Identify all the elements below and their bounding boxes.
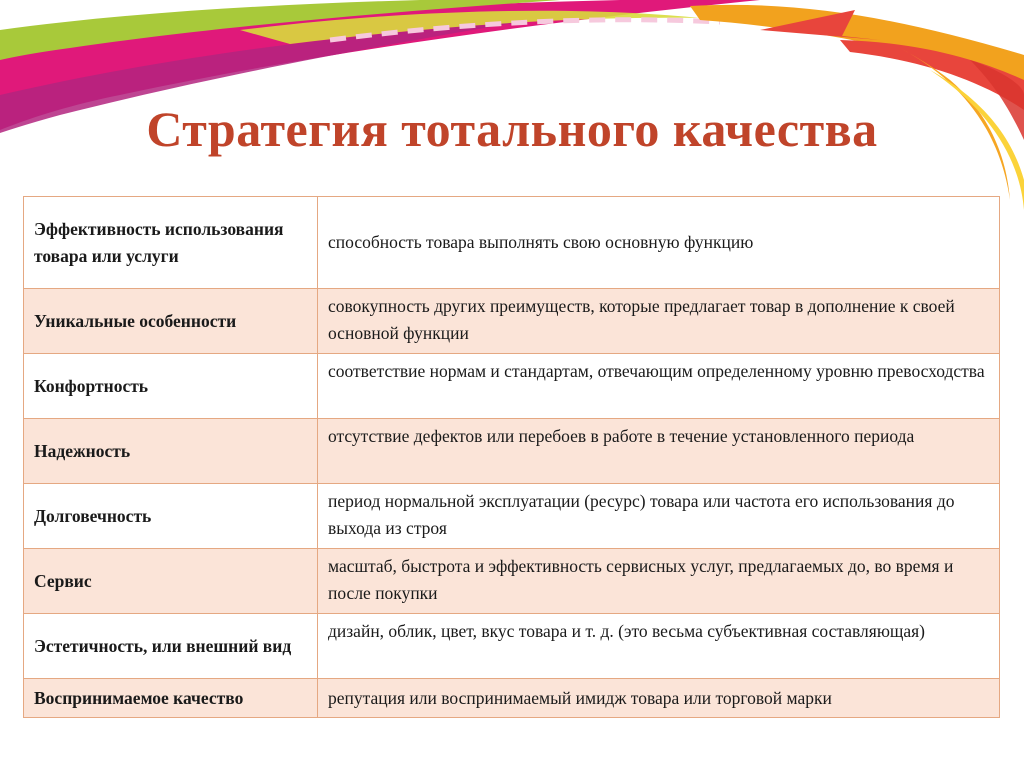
row-description: масштаб, быстрота и эффективность сервисных услуг, предлагаемых до, во время и после покупки <box>318 549 1000 614</box>
row-description: отсутствие дефектов или перебоев в работе в течение установленного периода <box>318 419 1000 484</box>
row-description: дизайн, облик, цвет, вкус товара и т. д. (это весьма субъективная составляющая) <box>318 614 1000 679</box>
row-label: Конфортность <box>24 354 318 419</box>
row-description: способность товара выполнять свою основную функцию <box>318 197 1000 289</box>
row-description: совокупность других преимуществ, которые предлагает товар в дополнение к своей основной функции <box>318 289 1000 354</box>
row-description: соответствие нормам и стандартам, отвечающим определенному уровню превосходства <box>318 354 1000 419</box>
table-row <box>24 679 1000 718</box>
row-description: период нормальной эксплуатации (ресурс) товара или частота его использования до выхода из строя <box>318 484 1000 549</box>
table-row <box>24 419 1000 484</box>
table-row <box>24 549 1000 614</box>
table-row <box>24 484 1000 549</box>
row-label: Эффективность использования товара или услуги <box>24 197 318 289</box>
row-description: репутация или воспринимаемый имидж товара или торговой марки <box>318 679 1000 718</box>
table-row <box>24 289 1000 354</box>
row-label: Эстетичность, или внешний вид <box>24 614 318 679</box>
table-row <box>24 197 1000 289</box>
row-label: Надежность <box>24 419 318 484</box>
table-row <box>24 614 1000 679</box>
row-label: Уникальные особенности <box>24 289 318 354</box>
slide-title: Стратегия тотального качества <box>146 101 878 157</box>
row-label: Долговечность <box>24 484 318 549</box>
row-label: Сервис <box>24 549 318 614</box>
quality-dimensions-table <box>23 196 1000 718</box>
table-row <box>24 354 1000 419</box>
row-label: Воспринимаемое качество <box>24 679 318 718</box>
